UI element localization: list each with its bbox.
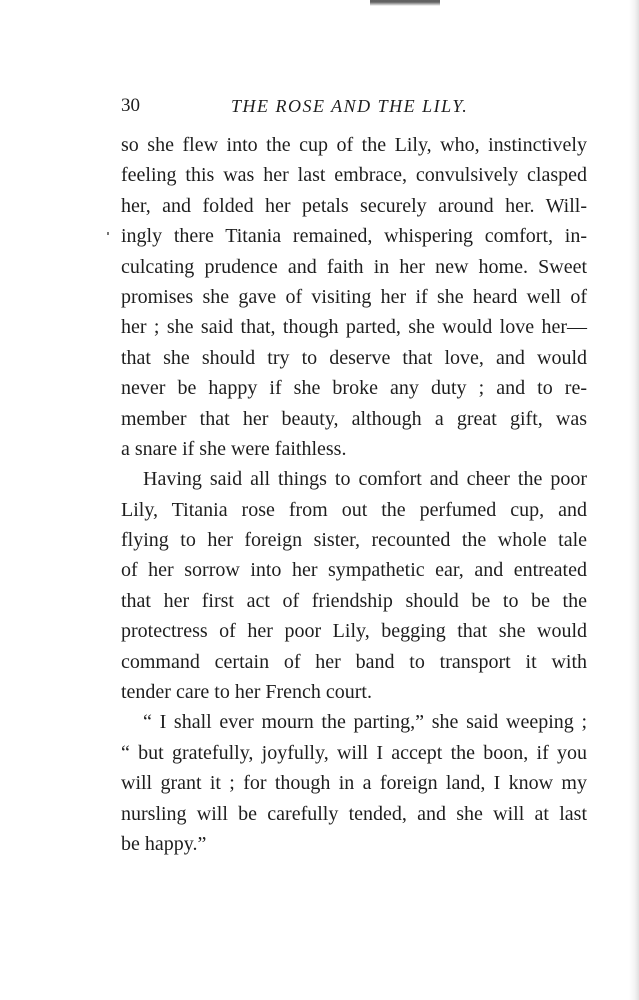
text-line: that her first act of friendship should be to be the: [121, 589, 587, 612]
page-edge-shadow: [629, 0, 639, 1000]
text-line: nursling will be carefully tended, and she will at last: [121, 802, 587, 825]
running-head: [121, 92, 587, 120]
text-line: “ but gratefully, joyfully, will I accept the boon, if you: [121, 741, 587, 764]
text-line: never be happy if she broke any duty ; and to re-: [121, 377, 587, 400]
text-line: tender care to her French court.: [121, 681, 372, 704]
text-line: a snare if she were faithless.: [121, 437, 347, 460]
top-edge-mark: [370, 0, 440, 6]
text-line: will grant it ; for though in a foreign land, I know my: [121, 772, 587, 795]
text-line: member that her beauty, although a great gift, was: [121, 407, 587, 430]
page-number: 30: [121, 95, 140, 116]
text-line: Lily, Titania rose from out the perfumed cup, and: [121, 498, 587, 521]
text-line: Having said all things to comfort and cheer the poor: [143, 468, 587, 491]
text-line: command certain of her band to transport it with: [121, 650, 587, 673]
text-line: ingly there Titania remained, whispering comfort, in-: [121, 225, 587, 248]
running-title: THE ROSE AND THE LILY.: [231, 96, 469, 116]
text-line: culcating prudence and faith in her new home. Sweet: [121, 255, 587, 278]
text-line: her ; she said that, though parted, she would love her—: [121, 316, 587, 339]
text-line: flying to her foreign sister, recounted the whole tale: [121, 529, 587, 552]
text-line: of her sorrow into her sympathetic ear, and entreated: [121, 559, 587, 582]
text-line: her, and folded her petals securely around her. Will-: [121, 194, 587, 217]
text-line: that she should try to deserve that love, and would: [121, 346, 587, 369]
body-text: [121, 130, 587, 859]
text-line: promises she gave of visiting her if she heard well of: [121, 285, 587, 308]
paragraph: [121, 130, 587, 464]
text-line: feeling this was her last embrace, convulsively clasped: [121, 164, 587, 187]
paragraph: [121, 464, 587, 707]
text-line: “ I shall ever mourn the parting,” she said weeping ;: [143, 711, 587, 734]
margin-speck: [107, 232, 109, 235]
text-line: be happy.”: [121, 832, 207, 855]
text-line: protectress of her poor Lily, begging that she would: [121, 620, 587, 643]
paragraph: [121, 707, 587, 859]
text-line: so she flew into the cup of the Lily, who, instinctively: [121, 134, 587, 156]
